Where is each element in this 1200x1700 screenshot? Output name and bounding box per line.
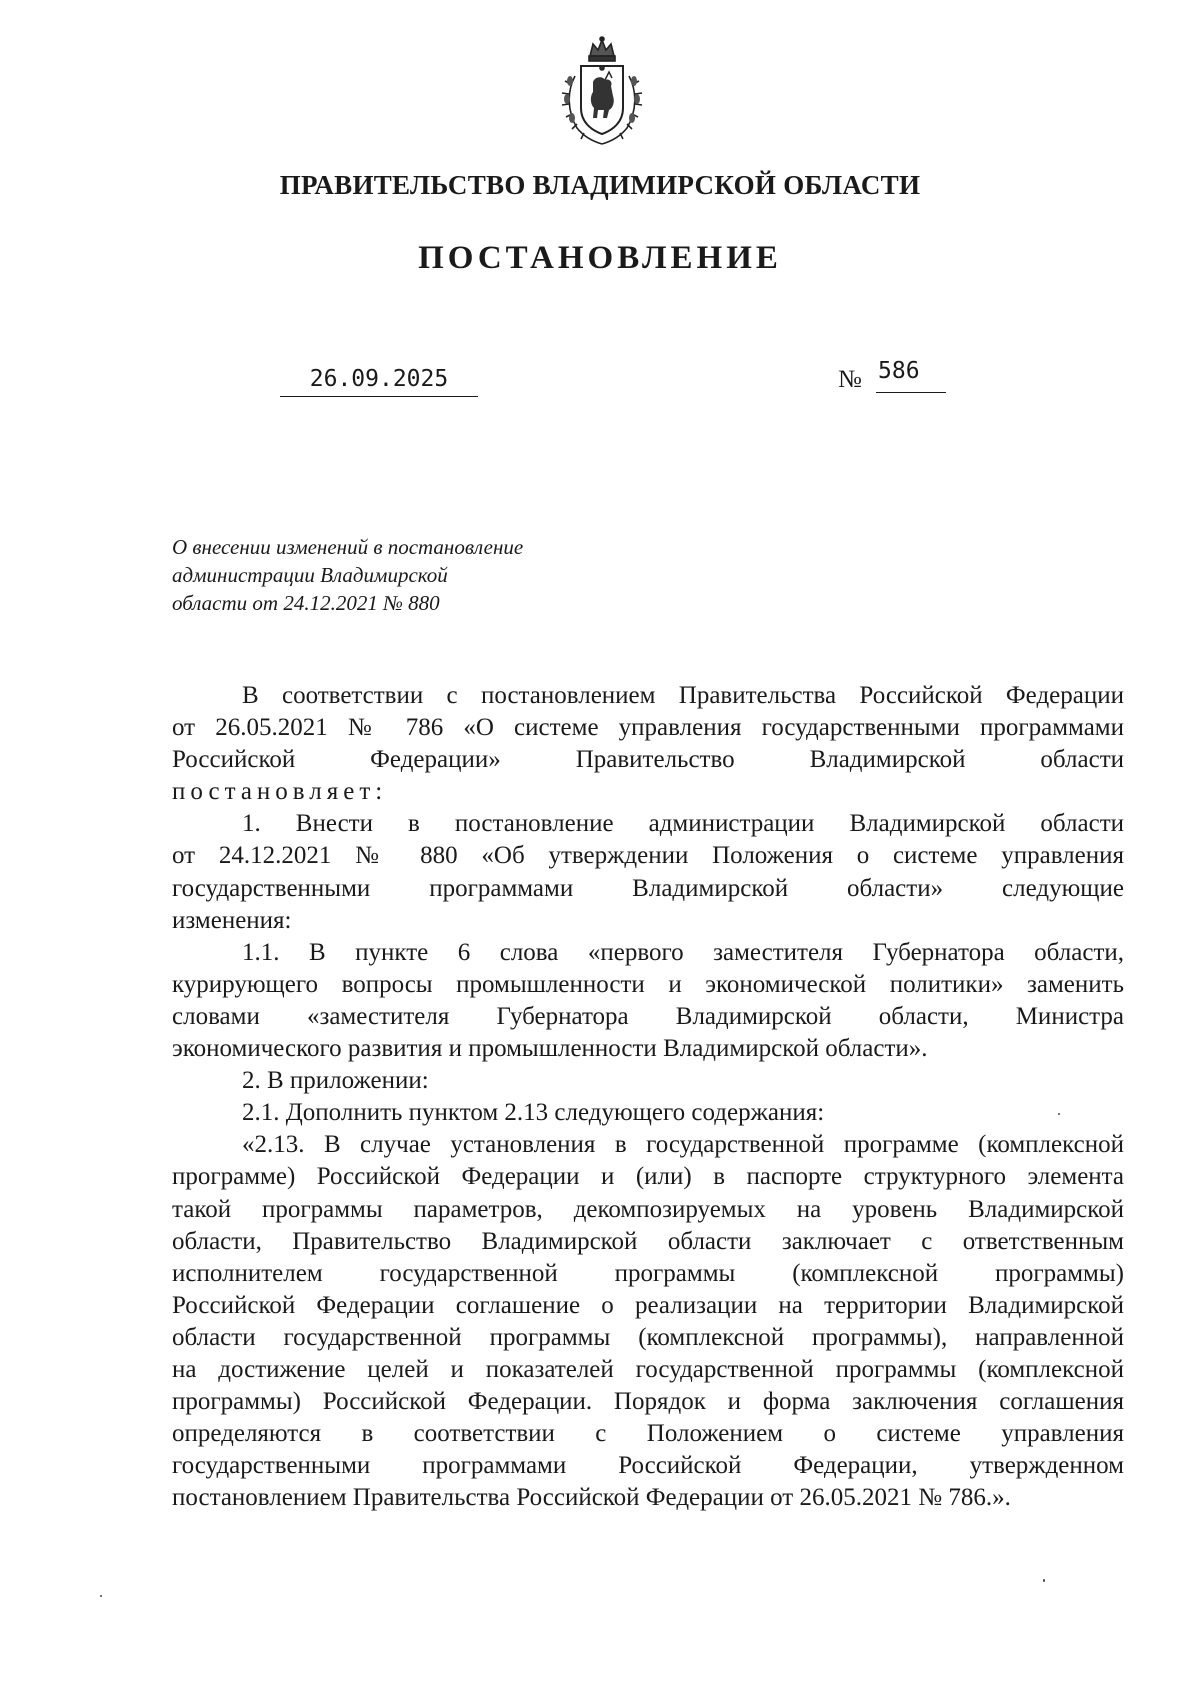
body-line: программы) Российской Федерации. Порядок и форма заключения соглашения: [172, 1388, 1124, 1416]
organization-title: ПРАВИТЕЛЬСТВО ВЛАДИМИРСКОЙ ОБЛАСТИ: [279, 170, 921, 200]
body-line: программе) Российской Федерации и (или) в паспорте структурного элемента: [172, 1163, 1124, 1191]
body-line: изменения:: [172, 906, 292, 934]
body-line: определяются в соответствии с Положением о системе управления: [172, 1420, 1124, 1448]
coat-of-arms-emblem: [557, 36, 647, 148]
body-line: постановлением Правительства Российской Федерации от 26.05.2021 № 786.».: [172, 1484, 1011, 1512]
body-line: 2. В приложении:: [242, 1067, 429, 1095]
subject-line: администрации Владимирской: [172, 563, 448, 587]
body-line: на достижение целей и показателей государственной программы (комплексной: [172, 1355, 1124, 1383]
body-line: такой программы параметров, декомпозируемых на уровень Владимирской: [172, 1195, 1124, 1223]
date-underline: [280, 396, 478, 397]
scan-speck: [1058, 1113, 1060, 1115]
document-type-title: ПОСТАНОВЛЕНИЕ: [418, 240, 782, 276]
body-line: словами «заместителя Губернатора Владимирской области, Министра: [172, 1002, 1124, 1030]
body-line: 2.1. Дополнить пунктом 2.13 следующего содержания:: [242, 1099, 825, 1127]
document-subject: [172, 533, 632, 617]
document-number: 586: [878, 358, 920, 384]
number-sign: №: [838, 366, 862, 393]
subject-line: области от 24.12.2021 № 880: [172, 591, 440, 615]
body-line: Российской Федерации» Правительство Владимирской области: [172, 746, 1124, 774]
scan-speck: [100, 1595, 102, 1597]
document-body: [172, 680, 1124, 1514]
subject-line: О внесении изменений в постановление: [172, 535, 524, 559]
body-line: области, Правительство Владимирской области заключает с ответственным: [172, 1227, 1124, 1255]
body-line: «2.13. В случае установления в государственной программе (комплексной: [242, 1131, 1124, 1159]
document-date: 26.09.2025: [309, 366, 449, 392]
body-line: от 26.05.2021 № 786 «О системе управления государственными программами: [172, 714, 1124, 742]
body-line: Российской Федерации соглашение о реализации на территории Владимирской: [172, 1291, 1124, 1319]
scan-speck: [1043, 1579, 1045, 1582]
body-line: 1.1. В пункте 6 слова «первого заместителя Губернатора области,: [242, 938, 1124, 966]
body-line: курирующего вопросы промышленности и экономической политики» заменить: [172, 970, 1124, 998]
body-line: 1. Внести в постановление администрации Владимирской области: [242, 810, 1124, 838]
body-line: государственными программами Владимирской области» следующие: [172, 874, 1124, 902]
body-line: экономического развития и промышленности Владимирской области».: [172, 1035, 928, 1063]
body-line: постановляет:: [172, 778, 388, 806]
body-line: В соответствии с постановлением Правительства Российской Федерации: [242, 682, 1124, 709]
body-line: исполнителем государственной программы (комплексной программы): [172, 1259, 1124, 1287]
number-underline: [876, 392, 946, 393]
body-line: области государственной программы (комплексной программы), направленной: [172, 1323, 1124, 1351]
body-line: государственными программами Российской Федерации, утвержденном: [172, 1452, 1124, 1480]
body-line: от 24.12.2021 № 880 «Об утверждении Положения о системе управления: [172, 842, 1124, 870]
